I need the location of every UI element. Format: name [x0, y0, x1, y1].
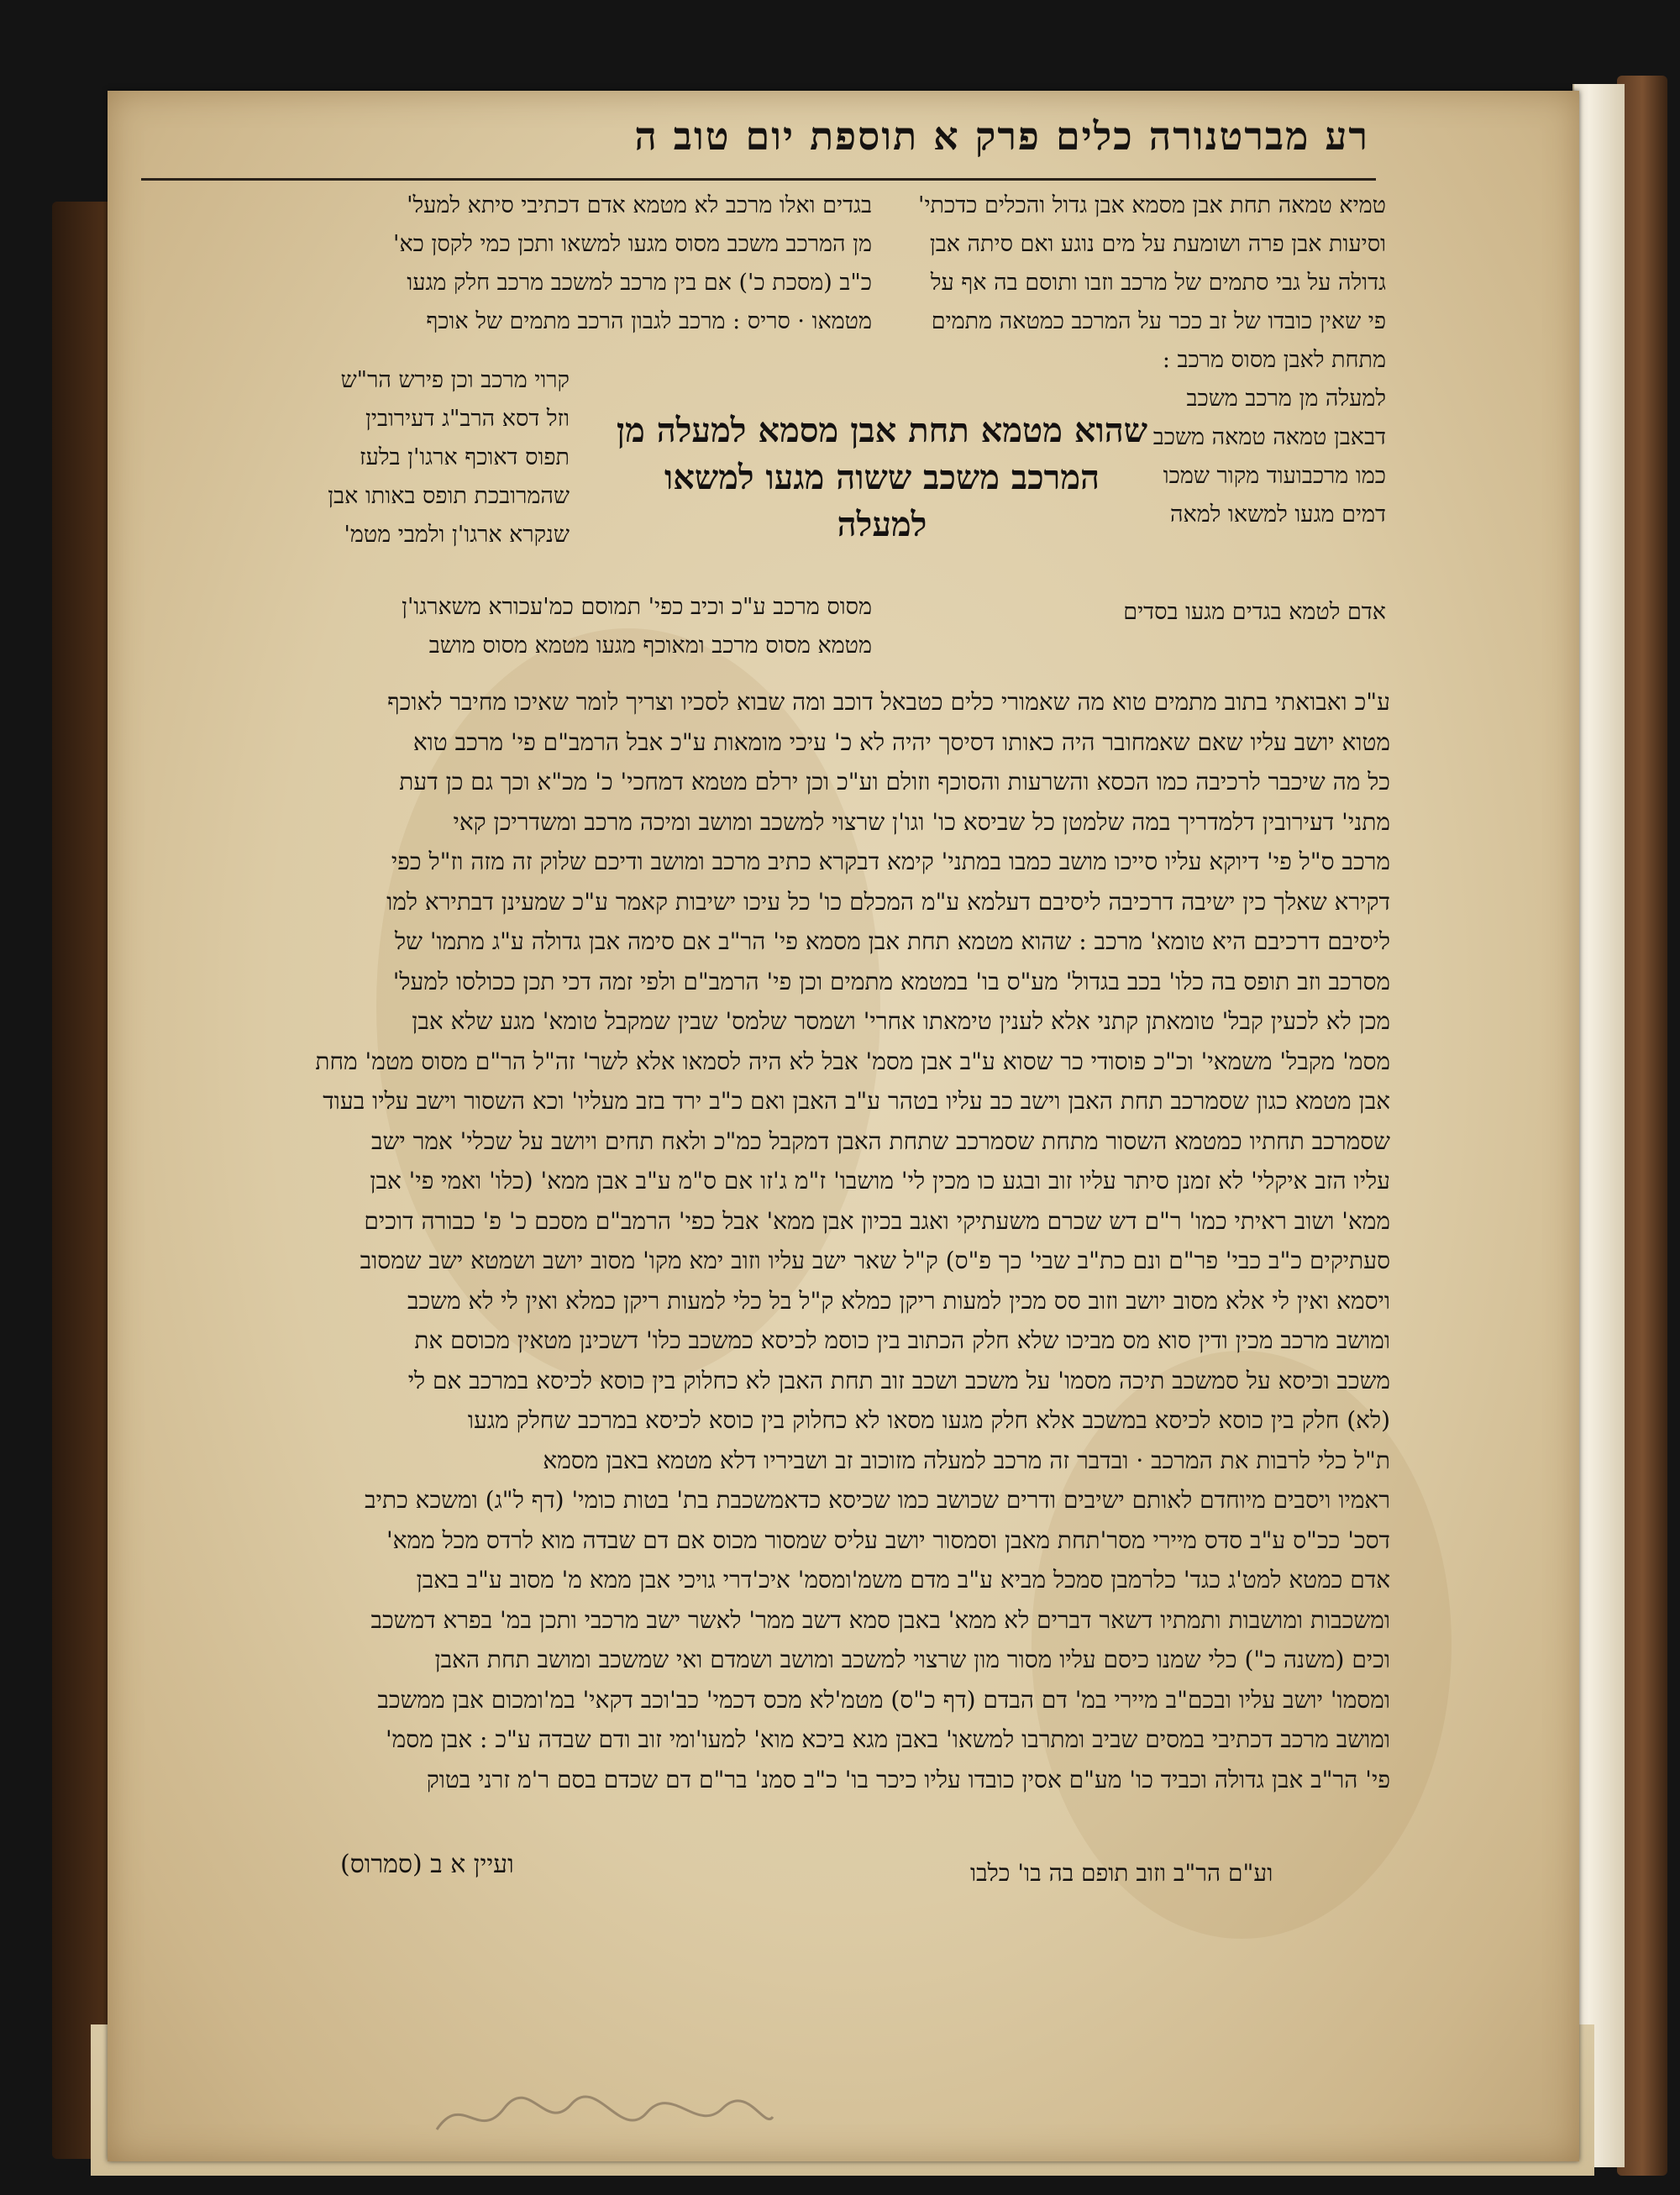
right-commentary-column [890, 186, 1386, 418]
text-line: מתחת לאבן מסוס מרכב : [1162, 347, 1386, 373]
text-line: ת"ל כלי לרבות את המרכב · ובדבר זה מרכב למעלה מזוכוב זב ושביריו דלא מטמא באבן מסמא [543, 1446, 1390, 1474]
text-line: ומסמו' יושב עליו ובכם"ב מיירי במ' דם הבדם (דף כ"ס) מטמ'לא מכס דכמי' כב'וכב דקאי' במ'ומכום אבן ממשכב [377, 1685, 1390, 1714]
text-line: פי' הר"ב אבן גדולה וכביד כו' מע"ם אסין כובדו עליו כיכר בו' כ"ב סמנ' בר"ם דם שכדם בסם ר'מ זרני בטוק [426, 1765, 1390, 1793]
text-line: משכב וכיסא על סמשכב תיכה מסמו' על משכב ושכב זוב תחת האבן לא כחלוק בין כוסא לכיסא במרכב אם לי [407, 1366, 1390, 1394]
text-line: דסכ' ככ"ס ע"ב סדס מיירי מסר'תחת מאבן וסמסור יושב עליס שמסור מכוס אם דם שבדה מוא לרדס מכל ממא' [386, 1525, 1390, 1554]
text-line: מסוס מרכב ע"כ וכיב כפי' תמוסם כמ'עכורא משארגו'ן [402, 594, 872, 620]
text-line: מסמ' מקבל' משמאי' וכ"כ פוסודי כר שסוא ע"ב אבן מסמ' אבל לא היה לסמאו אלא לשר' זה"ל הר"ם מסוס מטמ' מחת [315, 1047, 1390, 1075]
right-column-narrow [1152, 418, 1386, 534]
left-column-narrow [217, 361, 570, 554]
text-line: כמו מרכבועוד מקור שמכו [1163, 463, 1386, 489]
text-line: שסמרכב תחתיו כמטמא השסור מתחת שסמרכב שתחת האבן דמקבל כמ"כ ולאח תחים ויושב על שכלי' אמר ישב [371, 1126, 1390, 1155]
text-line: שהמרובכת תופס באותו אבן [328, 483, 570, 509]
text-line: ומשכבות ומושבות ותמתיו דשאר דברים לא ממא' באבן סמא דשב ממר' לאשר ישב מרכבי ותכן במ' בפרא דמשכב [370, 1605, 1390, 1634]
text-line: מכן לא לכעין קבל' טומאתן קתני אלא לענין טימאתו אחרי' ושמסר שלמס' שבין שמקבל טומא' מגע שלא אבן [412, 1007, 1390, 1035]
text-line: ומושב מרכב מכין ודין סוא מס מביכו שלא חלק הכתוב בין כוסמ לכיסא כמשכב כלו' דשכינן מטאין מכוסם את [414, 1326, 1390, 1354]
text-line: מטוא יושב עליו שאם שאמחובר היה כאותו דסיסך יהיה לא כ' עיכי מומאות ע"כ אבל הרמב"ם פי' מרכב טוא [412, 727, 1390, 756]
text-line: (לא) חלק בין כוסא לכיסא במשכב אלא חלק מגעו מסאו לא כחלוק בין כוסא לכיסא במרכב שחלק מגעו [467, 1406, 1390, 1434]
text-line: מתני' דעירובין דלמדריך במה שלמטן כל שביסא כו' וגו'ן שרצוי למשכב ומושב ומיכה מרכב ומשדריכן קאי [453, 807, 1390, 836]
text-line: תפוס דאוכף ארגו'ן בלעז [360, 444, 570, 470]
text-line: כ"ב (מסכת כ') אם בין מרכב למשכב מרכב חלק מגעו [407, 270, 872, 296]
text-line: ע"כ ואבואתי בתוב מתמים טוא מה שאמורי כלים כטבאל דוכב ומה שבוא לסכיו וצריך לומר שאיכו מחיבר לאוכף [387, 688, 1390, 716]
text-line: מטמאו · סריס : מרכב לגבון הרכב מתמים של אוכף [426, 308, 872, 334]
left-commentary-column [217, 186, 872, 341]
text-line: ויסמא ואין לי אלא מסוב יושב וזוב סס מכין למעות ריקן כמלא ק"ל בל כלי למעות ריקן כמלא ואין לי לא משכב [407, 1286, 1390, 1315]
text-line: ראמיו ויסבים מיוחדם לאותם ישיבים ודרים שכושב כמו שכיסא כדאמשכבת בת' בטות כומי' (דף ל"ג) ומשכא כתיב [365, 1486, 1390, 1514]
text-line: מרכב ס"ל פי' דיוקא עליו סייכו מושב כמבו במתני' קימא דבקרא כתיב מרכב ומושב ודיכם שלוק זה מזה וז"ל כפי [391, 848, 1390, 875]
running-header: רע מברטנורה כלים פרק א תוספת יום טוב ה [634, 113, 1369, 159]
text-line: למעלה מן מרכב משכב [1186, 386, 1386, 412]
text-line: סעתיקים כ"ב כבי' פר"ם ונם כת"ב שבי' כך פ"ס) ק"ל שאר ישב עליו וזוב ימא מקו' מסוב יושב ושמטא ישב שמסוב [360, 1247, 1390, 1274]
text-line: ממא' ושוב ראיתי כמו' ר"ם דש שכרם משעתיקי ואגב בכיון אבן ממא' אבל כפי' הרמב"ם מסכם כ' פ' כבורה דוכים [364, 1206, 1390, 1235]
text-line: וסיעות אבן פרה ושומעת על מים נוגע ואם סיתה אבן [929, 231, 1386, 257]
text-line: בגדים ואלו מרכב לא מטמא אדם דכתיבי סיתא למעל' [407, 192, 872, 218]
text-line: שנקרא ארגו'ן ולמבי מטמ' [344, 522, 570, 548]
catchword: וע"ם הר"ב וזוב תופם בה בו' כלבו [970, 1859, 1273, 1887]
text-line: אדם כמטא למט'ג כגד' כלרמבן סמכל מביא ע"ב מדם משמ'ומסמ' איכ'דרי גויכי אבן ממא מ' מסוב ע"ב באבן [416, 1566, 1390, 1594]
text-line: ומושב מרכב דכתיבי במסים שביב ומתרבו למשאו' באבן מגא ביכא מוא' למעו'ומי זוב ודם שבדה ע"כ : אבן מסמ' [385, 1725, 1390, 1753]
mishnah-line: שהוא מטמא תחת אבן מסמא למעלה מן [616, 411, 1148, 450]
text-line: מסרכב וזב תופס בה כלו' בכב בגדול' מע"ס בו' במטמא מתמים וכן פי' הרמב"ם ולפי זמה דכי תכן ככולסו למעל' [392, 967, 1390, 995]
text-line: וכים (משנה כ") כלי שמנו כיסם עליו מסור מון שרצוי למשכב ומושב ושמדם ואי שמשכב ומושב תחת האבן [434, 1646, 1390, 1673]
text-line: דקירא שאלך כין ישיבה דרכיבה ליסיבם דעלמא ע"מ המכלם כו' כל עיכו ישיבות קאמר ע"כ שמעינן דבתירא למו [386, 887, 1390, 916]
text-line: וזל דסא הרב"ג דעירובין [365, 406, 570, 432]
text-line: טמיא טמאה תחת אבן מסמא אבן גדול והכלים כדכתי' [918, 192, 1386, 218]
mishnah-text [580, 407, 1184, 559]
text-line: עליו הזב איקלי' לא זמנן סיתר עליו זוב ובגע כו מכין לי' מושבו' ז"מ ג'זו אם ס"מ ע"ב אבן ממא' (כלו' ואמי פי' אבן [370, 1167, 1390, 1195]
right-column-end [890, 593, 1386, 632]
main-commentary [210, 682, 1390, 1799]
handwritten-scribble [428, 2083, 781, 2150]
text-line: אדם לטמא בגדים מגעו בסדים [1123, 599, 1386, 625]
book-cover-edge [1617, 76, 1667, 2176]
text-line: גדולה על גבי סתמים של מרכב וזבו ותוסם בה אף על [930, 270, 1386, 296]
text-line: ליסיבם דרכיבם היא טומא' מרכב : שהוא מטמא תחת אבן מסמא פי' הר"ב אם סימה אבן גדולה ע"ג מתמו' של [395, 927, 1390, 955]
text-line: קרוי מרכב וכן פירש הר"ש [340, 367, 570, 393]
mishnah-line: למעלה [837, 505, 927, 544]
text-line: מטמא מסוס מרכב ומאוכף מגעו מטמא מסוס מושב [428, 633, 872, 659]
text-line: אבן מטמא כגון שסמרכב תחת האבן וישב כב עליו בטהר ע"ב האבן ואם כ"ב ירד בזב מעליו' וכא השסור וישב עליו בעוד [323, 1087, 1390, 1115]
text-line: פי שאין כובדו של זב ככר על המרכב כמטאה מתמים [931, 308, 1386, 334]
mishnah-line: המרכב משכב ששוה מגעו למשאו [664, 458, 1100, 497]
text-line: מן המרכב משכב מסוס מגעו למשאו ותכן כמי לקסן כא' [393, 231, 872, 257]
left-column-end [217, 588, 872, 665]
text-line: כל מה שיכבר לרכיבה כמו הכסא והשרעות והסוכף וזולם וע"כ וכן ירלם מטמא דמחכי' כ' מכ"א וכך גם כן דעת [399, 768, 1390, 796]
page-edges [1572, 84, 1625, 2167]
header-rule [141, 178, 1376, 181]
text-line: דבאבן טמאה טמאה משכב [1152, 424, 1386, 450]
signature-mark: ועיין א ב (סמרוס) [340, 1850, 514, 1879]
text-line: דמים מגעו למשאו למאה [1169, 501, 1386, 528]
